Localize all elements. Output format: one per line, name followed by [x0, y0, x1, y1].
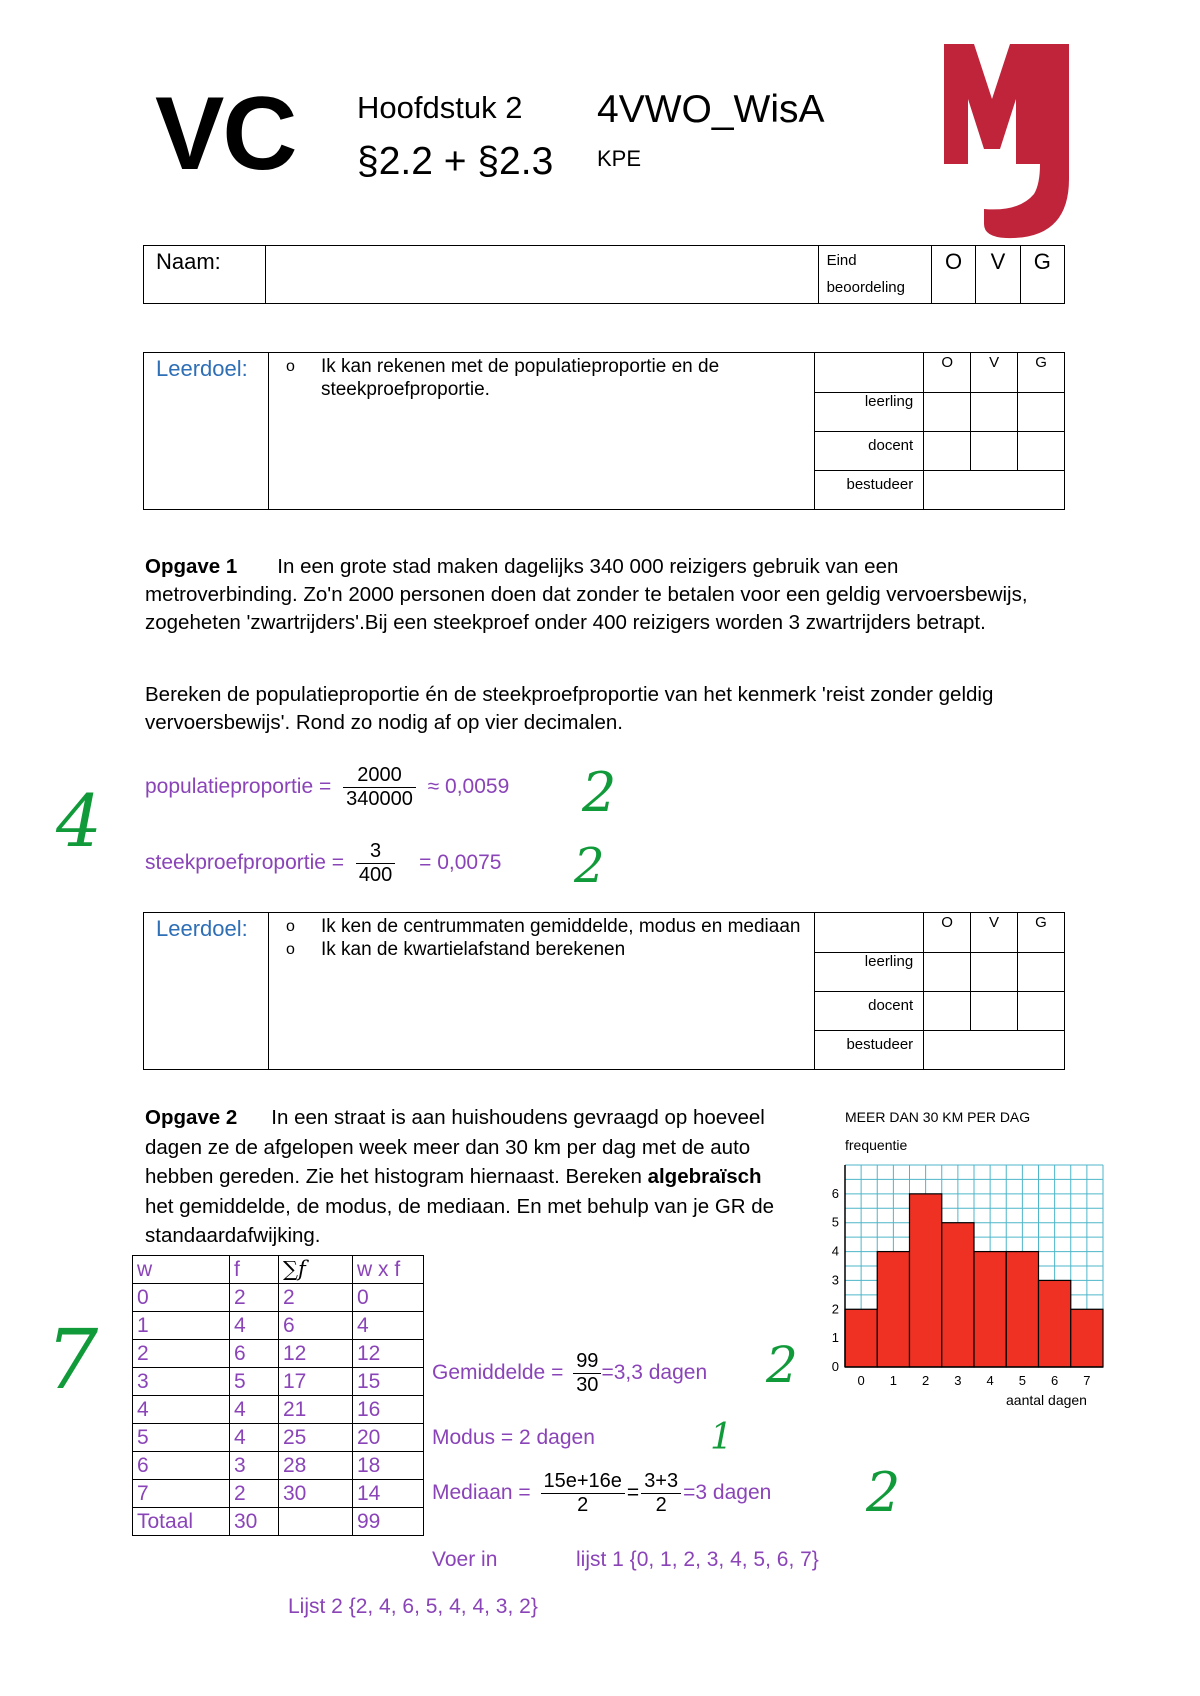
mean-result: =3,3 dagen — [601, 1361, 708, 1385]
opgave-2-body-2: het gemiddelde, de modus, de mediaan. En met behulp van je GR de standaardafwijking. — [145, 1194, 775, 1247]
table-cell: 3 — [230, 1452, 279, 1480]
sample-den: 400 — [358, 864, 393, 886]
table-cell: 4 — [230, 1424, 279, 1452]
grade-g: G — [1018, 353, 1065, 393]
th-f: f — [230, 1256, 279, 1284]
table-cell: 4 — [353, 1312, 424, 1340]
opgave-1-text — [145, 553, 1040, 637]
table-cell: 2 — [230, 1480, 279, 1508]
table-cell: 16 — [353, 1396, 424, 1424]
grade-v: V — [971, 913, 1018, 953]
input-label: Voer in — [432, 1548, 498, 1571]
y-tick-label: 4 — [831, 1243, 839, 1259]
x-tick-label: 7 — [1083, 1373, 1091, 1388]
mean-label: Gemiddelde = — [432, 1361, 564, 1385]
table-cell: 3 — [133, 1368, 230, 1396]
median-fraction-2 — [641, 1470, 681, 1517]
list-2: Lijst 2 {2, 4, 6, 5, 4, 4, 3, 2} — [288, 1595, 538, 1618]
total-row — [133, 1508, 424, 1536]
table-cell: 15 — [353, 1368, 424, 1396]
check-cell[interactable] — [1018, 992, 1065, 1031]
final-eval-label — [818, 246, 931, 304]
table-cell: 12 — [353, 1340, 424, 1368]
histogram-chart — [808, 1100, 1108, 1415]
table-row — [133, 1368, 424, 1396]
x-tick-label: 0 — [857, 1373, 865, 1388]
check-cell[interactable] — [971, 393, 1018, 432]
y-tick-label: 1 — [831, 1330, 839, 1346]
answer-sample-result: = 0,0075 — [419, 851, 502, 875]
chart-title: MEER DAN 30 KM PER DAG — [845, 1109, 1031, 1125]
leerdoel-label: Leerdoel: — [144, 353, 269, 510]
histogram-bar — [942, 1223, 974, 1367]
leerdoel-table-1 — [143, 352, 1065, 510]
chart-xlabel: aantal dagen — [1006, 1392, 1087, 1408]
table-cell: 25 — [279, 1424, 353, 1452]
table-row — [133, 1480, 424, 1508]
mode-line: Modus = 2 dagen — [432, 1426, 595, 1449]
table-cell: 6 — [133, 1452, 230, 1480]
goal-item: o Ik kan de kwartielafstand berekenen — [321, 938, 810, 961]
row-bestudeer: bestudeer — [815, 471, 924, 510]
name-input[interactable] — [265, 246, 818, 304]
study-cell[interactable] — [924, 1031, 1065, 1070]
grade-g: G — [1020, 246, 1064, 304]
x-tick-label: 1 — [889, 1373, 897, 1388]
histogram-bar — [845, 1309, 877, 1367]
th-wxf: w x f — [353, 1256, 424, 1284]
table-row — [133, 1312, 424, 1340]
final-eval-label-2: beoordeling — [826, 279, 905, 296]
answer-sample-label: steekproefproportie = — [145, 851, 345, 875]
y-tick-label: 6 — [831, 1185, 839, 1201]
score-mode: 1 — [710, 1417, 733, 1458]
row-docent: docent — [815, 992, 924, 1031]
table-row — [133, 1284, 424, 1312]
check-cell[interactable] — [924, 432, 971, 471]
pop-den: 340000 — [346, 788, 413, 810]
check-cell[interactable] — [924, 953, 971, 992]
answer-pop-label: populatieproportie = — [145, 775, 332, 799]
table-cell: 28 — [279, 1452, 353, 1480]
table-row — [133, 1396, 424, 1424]
table-row — [133, 1340, 424, 1368]
grade-v: V — [971, 353, 1018, 393]
table-cell: 5 — [230, 1368, 279, 1396]
x-tick-label: 6 — [1051, 1373, 1059, 1388]
section-title: §2.2 + §2.3 — [357, 140, 554, 183]
score-opgave-2-total: 7 — [46, 1313, 99, 1408]
goal-item: o Ik kan rekenen met de populatieproportie en de steekproefproportie. — [321, 355, 810, 401]
mj-logo-icon — [944, 44, 1069, 240]
histogram-bar — [910, 1194, 942, 1367]
chart-ylabel: frequentie — [845, 1137, 908, 1153]
table-cell: Totaal — [133, 1508, 230, 1536]
x-tick-label: 2 — [922, 1373, 930, 1388]
histogram-bar — [1039, 1280, 1071, 1367]
chapter-title: Hoofdstuk 2 — [357, 90, 523, 125]
opgave-2-bold: algebraïsch — [647, 1165, 762, 1188]
table-cell: 4 — [230, 1396, 279, 1424]
study-cell[interactable] — [924, 471, 1065, 510]
mean-line — [432, 1350, 707, 1397]
answer-sample-line — [145, 840, 501, 887]
table-cell: 30 — [230, 1508, 279, 1536]
check-cell[interactable] — [1018, 432, 1065, 471]
opgave-2-title: Opgave 2 — [145, 1106, 238, 1129]
answer-pop-line — [145, 764, 509, 811]
score-median: 2 — [866, 1461, 901, 1524]
check-cell[interactable] — [924, 393, 971, 432]
table-cell — [279, 1508, 353, 1536]
check-cell[interactable] — [1018, 393, 1065, 432]
check-cell[interactable] — [1018, 953, 1065, 992]
median-result: =3 dagen — [683, 1481, 772, 1505]
table-cell: 2 — [279, 1284, 353, 1312]
table-cell: 4 — [230, 1312, 279, 1340]
row-leerling: leerling — [815, 953, 924, 992]
sample-num: 3 — [356, 840, 395, 864]
median-num-2: 3+3 — [641, 1470, 681, 1494]
grade-v: V — [976, 246, 1020, 304]
median-den-1: 2 — [577, 1494, 589, 1516]
y-tick-label: 3 — [831, 1272, 839, 1288]
median-line: Mediaan = $\frac{15e+16e}{2}$ = $\frac{3+3}{2}$ =3 dagen — [432, 1470, 772, 1516]
table-cell: 4 — [133, 1396, 230, 1424]
final-eval-label-1: Eind — [826, 252, 857, 269]
leerdoel-goals — [268, 353, 814, 510]
sample-fraction — [356, 840, 395, 887]
y-tick-label: 0 — [831, 1359, 839, 1374]
frequency-table — [132, 1255, 424, 1536]
pop-num: 2000 — [343, 764, 416, 788]
th-w: w — [133, 1256, 230, 1284]
opgave-2-text — [145, 1103, 785, 1251]
blank-cell — [815, 353, 924, 393]
table-cell: 0 — [353, 1284, 424, 1312]
median-fraction-1 — [541, 1470, 625, 1517]
table-cell: 2 — [230, 1284, 279, 1312]
table-cell: 6 — [279, 1312, 353, 1340]
teacher-code: KPE — [597, 146, 642, 171]
opgave-1-body: In een grote stad maken dagelijks 340 000 reizigers gebruik van een metroverbinding. Zo'n 2000 personen doen dat zonder te betalen voor een geldig vervoersbewijs, zogeheten 'zwartrijders'.Bij een steekproef onder 400 reizigers worden 3 zwartrijders betrapt. — [145, 555, 1028, 634]
y-tick-label: 5 — [831, 1214, 839, 1230]
grade-o: O — [924, 353, 971, 393]
table-cell: 12 — [279, 1340, 353, 1368]
grade-o: O — [924, 913, 971, 953]
score-opgave-1-total: 4 — [56, 779, 102, 863]
table-cell: 0 — [133, 1284, 230, 1312]
histogram-bar — [974, 1252, 1006, 1367]
table-row — [133, 1424, 424, 1452]
score-sample: 2 — [574, 838, 605, 894]
goal-item: o Ik ken de centrummaten gemiddelde, modus en mediaan — [321, 915, 810, 938]
school-logo-text: VC — [155, 76, 296, 192]
row-bestudeer: bestudeer — [815, 1031, 924, 1070]
x-tick-label: 3 — [954, 1373, 962, 1388]
leerdoel-label: Leerdoel: — [144, 913, 269, 1070]
name-label: Naam: — [144, 246, 266, 304]
table-cell: 99 — [353, 1508, 424, 1536]
course-code: 4VWO_WisA — [597, 88, 825, 131]
answer-pop-result: ≈ 0,0059 — [427, 775, 510, 799]
median-label: Mediaan = — [432, 1481, 531, 1505]
th-cumulative: ∑f — [279, 1256, 353, 1284]
table-cell: 14 — [353, 1480, 424, 1508]
check-cell[interactable] — [971, 953, 1018, 992]
histogram-bar — [877, 1252, 909, 1367]
grade-g: G — [1018, 913, 1065, 953]
table-cell: 6 — [230, 1340, 279, 1368]
check-cell[interactable] — [971, 992, 1018, 1031]
leerdoel-goals — [268, 913, 814, 1070]
mean-num: 99 — [573, 1350, 601, 1374]
table-cell: 18 — [353, 1452, 424, 1480]
histogram-bar — [1071, 1309, 1103, 1367]
opgave-2-body-1: In een straat is aan huishoudens gevraagd op hoeveel dagen ze de afgelopen week meer dan 30 km per dag met de auto hebben gereden. Zie het histogram hiernaast. Bereken — [145, 1106, 765, 1188]
check-cell[interactable] — [924, 992, 971, 1031]
table-cell: 20 — [353, 1424, 424, 1452]
score-mean: 2 — [766, 1336, 798, 1394]
opgave-1-title: Opgave 1 — [145, 555, 238, 578]
mean-fraction — [573, 1350, 601, 1397]
table-cell: 17 — [279, 1368, 353, 1396]
leerdoel-table-2 — [143, 912, 1065, 1070]
grade-o: O — [931, 246, 975, 304]
pop-fraction — [343, 764, 416, 811]
table-cell: 1 — [133, 1312, 230, 1340]
name-table — [143, 245, 1065, 304]
score-pop: 2 — [582, 761, 617, 824]
opgave-1-question: Bereken de populatieproportie én de steekproefproportie van het kenmerk 'reist zonder geldig vervoersbewijs'. Rond zo nodig af op vier decimalen. — [145, 683, 994, 734]
median-den-2: 2 — [655, 1494, 667, 1516]
table-cell: 5 — [133, 1424, 230, 1452]
list-1: lijst 1 {0, 1, 2, 3, 4, 5, 6, 7} — [576, 1548, 819, 1571]
table-cell: 7 — [133, 1480, 230, 1508]
row-leerling: leerling — [815, 393, 924, 432]
table-cell: 30 — [279, 1480, 353, 1508]
check-cell[interactable] — [971, 432, 1018, 471]
blank-cell — [815, 913, 924, 953]
table-cell: 2 — [133, 1340, 230, 1368]
histogram-bar — [1006, 1252, 1038, 1367]
mean-den: 30 — [576, 1374, 599, 1396]
table-cell: 21 — [279, 1396, 353, 1424]
y-tick-label: 2 — [831, 1301, 839, 1317]
x-tick-label: 5 — [1018, 1373, 1026, 1388]
row-docent: docent — [815, 432, 924, 471]
table-row — [133, 1452, 424, 1480]
median-num-1: 15e+16e — [541, 1470, 625, 1494]
x-tick-label: 4 — [986, 1373, 994, 1388]
